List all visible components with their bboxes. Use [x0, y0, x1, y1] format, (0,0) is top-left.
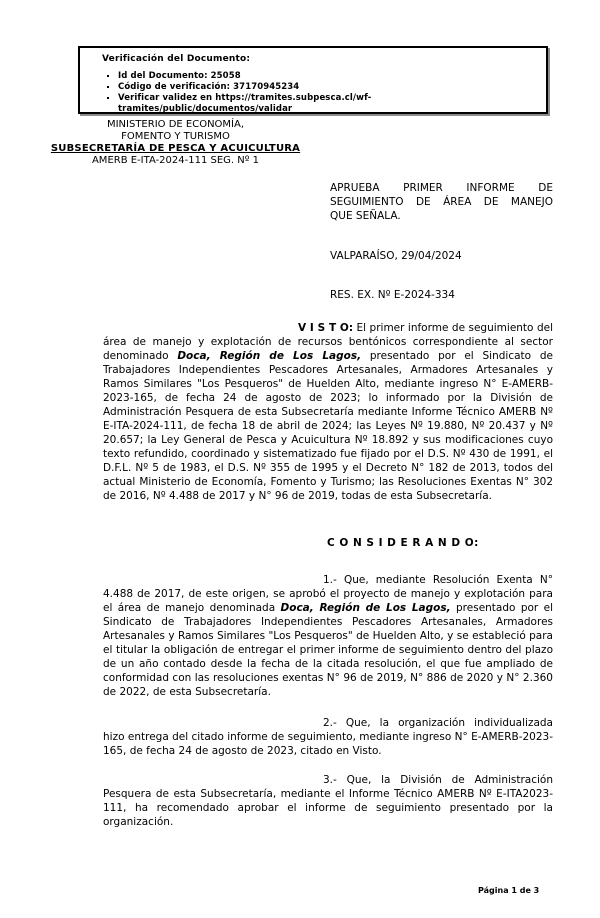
considerando-paragraph-3: 3.- Que, la División de Administración Pesquera de esta Subsecretaría, mediante el Informe Técnico AMERB Nº E-ITA2023-111, ha recomendado aprobar el informe de seguimiento presentado por la organización. [103, 774, 553, 828]
verification-item-document-id: ▪ Id del Documento: 25058 [118, 71, 536, 82]
letterhead-ministry-line1: MINISTERIO DE ECONOMÍA, [106, 119, 245, 130]
letterhead [13, 119, 338, 167]
verification-box [78, 46, 548, 114]
verification-list [118, 71, 536, 115]
verification-item-verification-code: ▪ Código de verificación: 37170945234 [118, 82, 536, 93]
resolution-subject-line: SEGUIMIENTO DE ÁREA DE MANEJO [330, 196, 553, 208]
resolution-subject-line: QUE SEÑALA. [330, 210, 401, 222]
verification-item-validation-url: ▪ Verificar validez en https://tramites.subpesca.cl/wf-tramites/public/documentos/validar [118, 93, 536, 115]
place-and-date: VALPARAÍSO, 29/04/2024 [330, 250, 462, 262]
letterhead-subsecretaria: SUBSECRETARÍA DE PESCA Y ACUICULTURA [50, 143, 301, 154]
letterhead-amerb-reference: AMERB E-ITA-2024-111 SEG. Nº 1 [91, 155, 260, 166]
considerando-paragraph-2: 2.- Que, la organización individualizada hizo entrega del citado informe de seguimiento, mediante ingreso N° E-AMERB-2023-165, de fecha 24 de agosto de 2023, citado en Visto. [103, 717, 553, 757]
resolution-subject [330, 181, 553, 223]
resolution-number: RES. EX. Nº E-2024-334 [330, 289, 455, 301]
considerando-heading: C O N S I D E R A N D O: [327, 537, 479, 549]
resolution-subject-line: APRUEBA PRIMER INFORME DE [330, 182, 553, 194]
verification-title: Verificación del Documento: [102, 54, 251, 64]
page-number: Página 1 de 3 [478, 886, 540, 895]
considerando-paragraph-1: 1.- Que, mediante Resolución Exenta N° 4.488 de 2017, de este origen, se aprobó el proyecto de manejo y explotación para el área de manejo denominada Doca, Región de Los Lagos, presentado por el Sindicato de Trabajadores Independientes Pescadores Artesanales, Armadores Artesanales y Ramos Similares "Los Pesqueros" de Huelden Alto, y se estableció para el titular la obligación de entregar el primer informe de seguimiento dentro del plazo de un año contado desde la fecha de la citada resolución, el que fue ampliado de conformidad con las resoluciones exentas N° 96 de 2019, N° 886 de 2020 y N° 2.360 de 2022, de esta Subsecretaría. [103, 574, 554, 698]
visto-paragraph: V I S T O: El primer informe de seguimiento del área de manejo y explotación de recursos bentónicos correspondiente al sector denominado Doca, Región de Los Lagos, presentado por el Sindicato de Trabajadores Independientes Pescadores Artesanales, Armadores Artesanales y Ramos Similares "Los Pesqueros" de Huelden Alto, mediante ingreso N° E-AMERB-2023-165, de fecha 24 de agosto de 2023; lo informado por la División de Administración Pesquera de esta Subsecretaría mediante Informe Técnico AMERB Nº E-ITA-2024-111, de fecha 18 de abril de 2024; las Leyes Nº 19.880, Nº 20.437 y Nº 20.657; la Ley General de Pesca y Acuicultura Nº 18.892 y sus modificaciones cuyo texto refundido, coordinado y sistematizado fue fijado por el D.S. Nº 430 de 1991, el D.F.L. Nº 5 de 1983, el D.S. Nº 355 de 1995 y el Decreto N° 182 de 2013, todos del actual Ministerio de Economía, Fomento y Turismo; las Resoluciones Exentas N° 302 de 2016, Nº 4.488 de 2017 y N° 96 de 2019, todas de esta Subsecretaría. [103, 322, 553, 502]
letterhead-ministry-line2: FOMENTO Y TURISMO [121, 131, 230, 142]
